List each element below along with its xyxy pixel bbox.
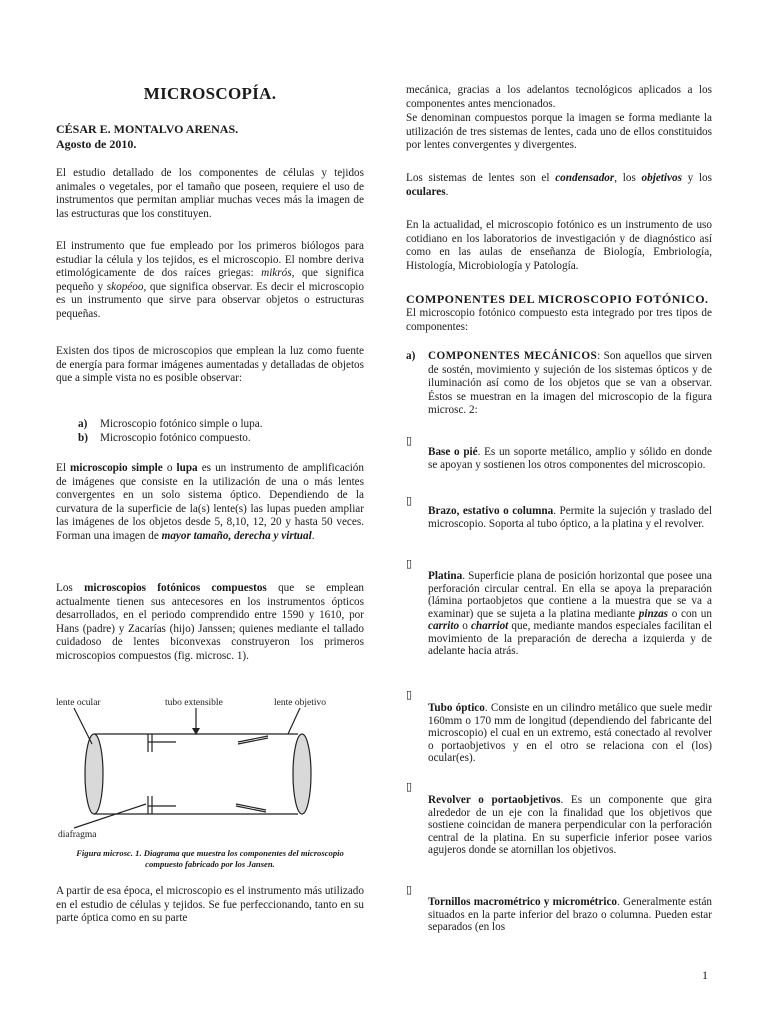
term-condensador: condensador	[555, 172, 615, 184]
figure-label-tubo: tubo extensible	[165, 698, 223, 708]
author: CÉSAR E. MONTALVO ARENAS.	[56, 122, 239, 136]
paragraph-types: Existen dos tipos de microscopios que emplean la luz como fuente de energía para formar imágenes aumentadas y detalladas de objetos que a simple vista no es posible observar:	[56, 345, 364, 384]
paragraph-compound-history	[56, 582, 364, 663]
item-brazo	[428, 505, 712, 530]
paragraph-component-types: El microscopio fotónico compuesto esta integrado por tres tipos de componentes:	[406, 307, 712, 333]
item-term: Tubo óptico	[428, 702, 485, 714]
paragraph-current-use: En la actualidad, el microscopio fotónico es un instrumento de uso cotidiano en los laboratorios de investigación y de diagnóstico así como en las aulas de enseñanza de Biología, Embriología, Histología, Microbiología y Patología.	[406, 219, 712, 272]
item-term: Base o pié	[428, 446, 478, 458]
text-run: .	[445, 185, 449, 198]
item-revolver	[428, 794, 712, 857]
paragraph-mechanical-continued: mecánica, gracias a los adelantos tecnológicos aplicados a los componentes antes mencionados.	[406, 84, 712, 110]
item-text: o con un	[668, 607, 712, 620]
item-term: Brazo, estativo o columna	[428, 505, 554, 517]
list-item	[78, 432, 251, 445]
subsection-title: COMPONENTES MECÁNICOS	[428, 350, 598, 362]
term-lupa: lupa	[176, 462, 198, 474]
text-run: .	[311, 529, 315, 542]
term-objetivos: objetivos	[641, 172, 682, 184]
item-term: Platina	[428, 570, 463, 582]
term-mikros: mikrós,	[261, 267, 295, 279]
item-base	[428, 446, 712, 471]
term-oculares: oculares	[406, 185, 446, 198]
date: Agosto de 2010.	[56, 137, 137, 151]
section-heading: COMPONENTES DEL MICROSCOPIO FOTÓNICO.	[406, 292, 709, 306]
item-tornillos	[428, 896, 712, 934]
figure-caption: Figura microsc. 1. Diagrama que muestra los componentes del microscopio compuesto fabricado por los Jansen.	[76, 848, 344, 869]
text-run: Los	[56, 582, 85, 594]
figure-label-ocular: lente ocular	[56, 698, 101, 708]
term-charriot: charriot	[470, 620, 509, 632]
bullet-icon: ▯	[406, 688, 413, 701]
text-run: es un instrumento de amplificación de imágenes que consiste en la utilización de una o más lentes convergentes en un solo sistema óptico. Dependiendo de la curvatura de la superficie de la(s) lente(s) las lupas pueden ampliar las imágenes de los objetos desde 5, 8,10, 12, 20 y hasta 50 veces. Forman una imagen de	[56, 462, 364, 542]
text-run: o	[162, 462, 177, 474]
ocular-lens-shape	[85, 734, 103, 814]
objective-lens-shape	[293, 734, 311, 814]
subsection-text	[428, 350, 712, 418]
bullet-icon: ▯	[406, 557, 413, 570]
term-pinzas: pinzas	[638, 607, 669, 620]
item-text: . Consiste en un cilindro metálico que suele medir 160mm o 170 mm de longitud (dependiendo del fabricante del microscopio) el cual en un extremo, está conectado al revolver o portaobjetivos y en el otro se relaciona con el (los) ocular(es).	[428, 702, 712, 764]
subsection-marker: a)	[406, 350, 416, 362]
bullet-icon: ▯	[406, 434, 413, 447]
bullet-icon: ▯	[406, 494, 413, 507]
pointer-ocular	[74, 708, 92, 744]
item-text: que, mediante mandos especiales facilitan el movimiento de la preparación de derecha a izquierda y de adelante hacia atrás.	[428, 620, 712, 657]
bullet-icon: ▯	[406, 883, 413, 896]
text-run: que se emplean actualmente tienen sus antecesores en los instrumentos ópticos desarrollados, en el periodo comprendido entre 1590 y 1610, por Hans (padre) y Zacarías (hijo) Janssen; quienes mediante el tallado cuidadoso de lentes biconvexas construyeron los primeros microscopios compuestos (fig. microsc. 1).	[56, 582, 365, 662]
list-marker: b)	[78, 432, 88, 444]
paragraph-since-then: A partir de esa época, el microscopio es el instrumento más utilizado en el estudio de células y tejidos. Se fue perfeccionando, tanto en su parte óptica como en su parte	[56, 885, 364, 924]
item-tubo-optico	[428, 702, 712, 765]
pointer-diafragma	[74, 804, 146, 828]
figure-label-objetivo: lente objetivo	[274, 698, 326, 708]
text-run: y los	[681, 172, 712, 184]
term-microscopio-simple: microscopio simple	[70, 462, 163, 474]
text-run: : Son aquellos que sirven de sostén, movimiento y sujeción de los sistemas ópticos y de iluminación así como de los objetos que se van a observar. Éstos se muestran en la imagen del microscopio de la figura microsc. 2:	[428, 350, 712, 416]
item-text: . Es un componente que gira alrededor de un eje con la finalidad que los objetivos que sostiene coincidan de manera perpendicular con la perforación central de la platina. En su superficie inferior posee varios agujeros donde se atornillan los objetivos.	[428, 794, 712, 856]
list-item	[78, 418, 263, 431]
item-text: . Superficie plana de posición horizontal que posee una perforación circular central. En ella se apoya la preparación (lámina portaobjetos que contiene a la muestra que se va a examinar) que se sujeta a la platina mediante	[428, 570, 712, 620]
term-skopeoo: skopéoo,	[106, 280, 147, 293]
text-run: El	[56, 462, 71, 474]
item-text: . Generalmente están situados en la parte inferior del brazo o columna. Pueden estar separados (en los	[428, 896, 712, 933]
item-platina	[428, 570, 712, 658]
text-run: que significa observar. Es decir el microscopio es un instrumento que sirve para observar objetos o estructuras pequeñas.	[56, 280, 365, 320]
janssen-microscope-diagram	[56, 708, 366, 838]
paragraph-intro: El estudio detallado de los componentes de células y tejidos animales o vegetales, por el tamaño que poseen, requiere el uso de instrumentos que permitan ampliar muchas veces más la imagen de las estructuras que los constituyen.	[56, 167, 364, 220]
text-run: El instrumento que fue empleado por los primeros biólogos para estudiar la célula y los tejidos, es el microscopio. El nombre deriva etimológicamente de dos raíces griegas:	[56, 240, 364, 279]
figure-label-diafragma: diafragma	[58, 830, 97, 840]
page-number: 1	[702, 968, 708, 982]
item-text: . Es un soporte metálico, amplio y sólido en donde se apoyan y sostienen los otros componentes del microscopio.	[428, 446, 712, 471]
pointer-objetivo	[288, 708, 300, 734]
paragraph-etymology	[56, 240, 364, 321]
term-microscopios-compuestos: microscopios fotónicos compuestos	[84, 582, 267, 594]
list-text: Microscopio fotónico simple o lupa.	[100, 418, 263, 430]
item-text: . Permite la sujeción y traslado del microscopio. Soporta al tubo óptico, a la platina y el revolver.	[428, 505, 712, 530]
item-text: o	[459, 620, 471, 632]
list-text: Microscopio fotónico compuesto.	[100, 432, 251, 444]
paragraph-simple-microscope	[56, 462, 364, 543]
paragraph-compound-definition: Se denominan compuestos porque la imagen se forma mediante la utilización de tres sistemas de lentes, cada uno de ellos constituidos por lentes convergentes y divergentes.	[406, 112, 712, 151]
text-run: Los sistemas de lentes son el	[406, 172, 556, 184]
text-run: que significa pequeño y	[56, 267, 364, 293]
term-image-properties: mayor tamaño, derecha y virtual	[161, 529, 312, 542]
text-run: , los	[614, 172, 642, 184]
document-title: MICROSCOPÍA.	[143, 84, 277, 103]
item-term: Revolver o portaobjetivos	[428, 794, 561, 806]
item-term: Tornillos macrométrico y micrométrico	[428, 896, 618, 908]
paragraph-lens-systems	[406, 172, 712, 199]
list-marker: a)	[78, 418, 88, 430]
term-carrito: carrito	[428, 620, 460, 632]
bullet-icon: ▯	[406, 780, 413, 793]
